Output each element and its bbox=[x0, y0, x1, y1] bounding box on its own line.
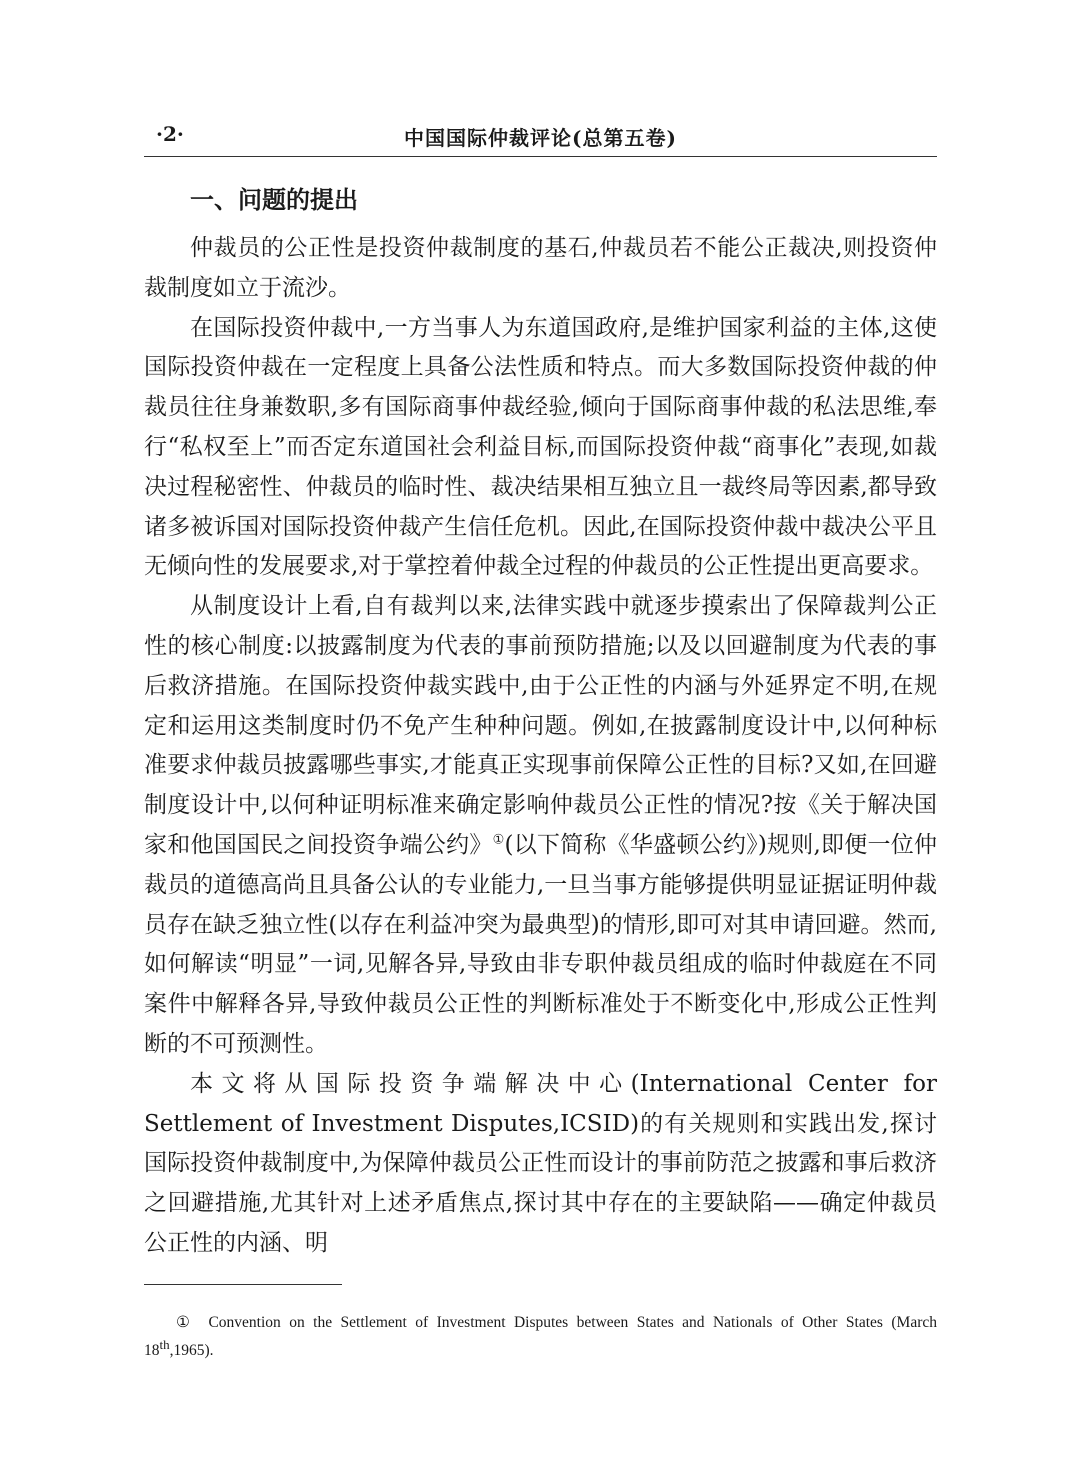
page-number: ·2· bbox=[156, 122, 184, 146]
footnote-text: Convention on the Settlement of Investment Disputes between States and Nationals of Other States (March 18 bbox=[144, 1314, 937, 1359]
footnote-divider bbox=[144, 1284, 342, 1285]
paragraph-3-text-before-note: 从制度设计上看,自有裁判以来,法律实践中就逐步摸索出了保障裁判公正性的核心制度:以披露制度为代表的事前预防措施;以及以回避制度为代表的事后救济措施。在国际投资仲裁实践中,由于公正性的内涵与外延界定不明,在规定和运用这类制度时仍不免产生种种问题。例如,在披露制度设计中,以何种标准要求仲裁员披露哪些事实,才能真正实现事前保障公正性的目标?又如,在回避制度设计中,以何种证明标准来确定影响仲裁员公正性的情况?按《关于解决国家和他国国民之间投资争端公约》 bbox=[144, 593, 937, 858]
paragraph-3 bbox=[144, 587, 937, 1065]
paragraph-1: 仲裁员的公正性是投资仲裁制度的基石,仲裁员若不能公正裁决,则投资仲裁制度如立于流沙。 bbox=[144, 235, 937, 301]
running-title: 中国国际仲裁评论(总第五卷) bbox=[404, 126, 677, 150]
footnote-superscript: th bbox=[159, 1336, 170, 1352]
paragraph-3-text-after-note: (以下简称《华盛顿公约》)规则,即便一位仲裁员的道德高尚且具备公认的专业能力,一旦当事方能够提供明显证据证明仲裁员存在缺乏独立性(以存在利益冲突为最典型)的情形,即可对其申请回避。然而,如何解读“明显”一词,见解各异,导致由非专职仲裁员组成的临时仲裁庭在不同案件中解释各异,导致仲裁员公正性的判断标准处于不断变化中,形成公正性判断的不可预测性。 bbox=[144, 831, 938, 1057]
section-heading: 一、问题的提出 bbox=[190, 186, 358, 214]
running-header bbox=[144, 122, 937, 157]
body-text bbox=[144, 229, 937, 1264]
paragraph-4: 本文将从国际投资争端解决中心(International Center for Settlement of Investment Disputes,ICSID)的有关规则和实践出发,探讨国际投资仲裁制度中,为保障仲裁员公正性而设计的事前防范之披露和事后救济之回避措施,尤其针对上述矛盾焦点,探讨其中存在的主要缺陷——确定仲裁员公正性的内涵、明 bbox=[144, 1070, 937, 1256]
footnote-1 bbox=[144, 1309, 937, 1365]
footnote bbox=[144, 1309, 937, 1365]
footnote-text-end: ,1965). bbox=[169, 1342, 214, 1359]
footnote-reference: ① bbox=[492, 832, 505, 848]
footnote-mark: ① bbox=[176, 1314, 195, 1331]
paragraph-2: 在国际投资仲裁中,一方当事人为东道国政府,是维护国家利益的主体,这使国际投资仲裁在一定程度上具备公法性质和特点。而大多数国际投资仲裁的仲裁员往往身兼数职,多有国际商事仲裁经验,倾向于国际商事仲裁的私法思维,奉行“私权至上”而否定东道国社会利益目标,而国际投资仲裁“商事化”表现,如裁决过程秘密性、仲裁员的临时性、裁决结果相互独立且一裁终局等因素,都导致诸多被诉国对国际投资仲裁产生信任危机。因此,在国际投资仲裁中裁决公平且无倾向性的发展要求,对于掌控着仲裁全过程的仲裁员的公正性提出更高要求。 bbox=[144, 314, 937, 580]
